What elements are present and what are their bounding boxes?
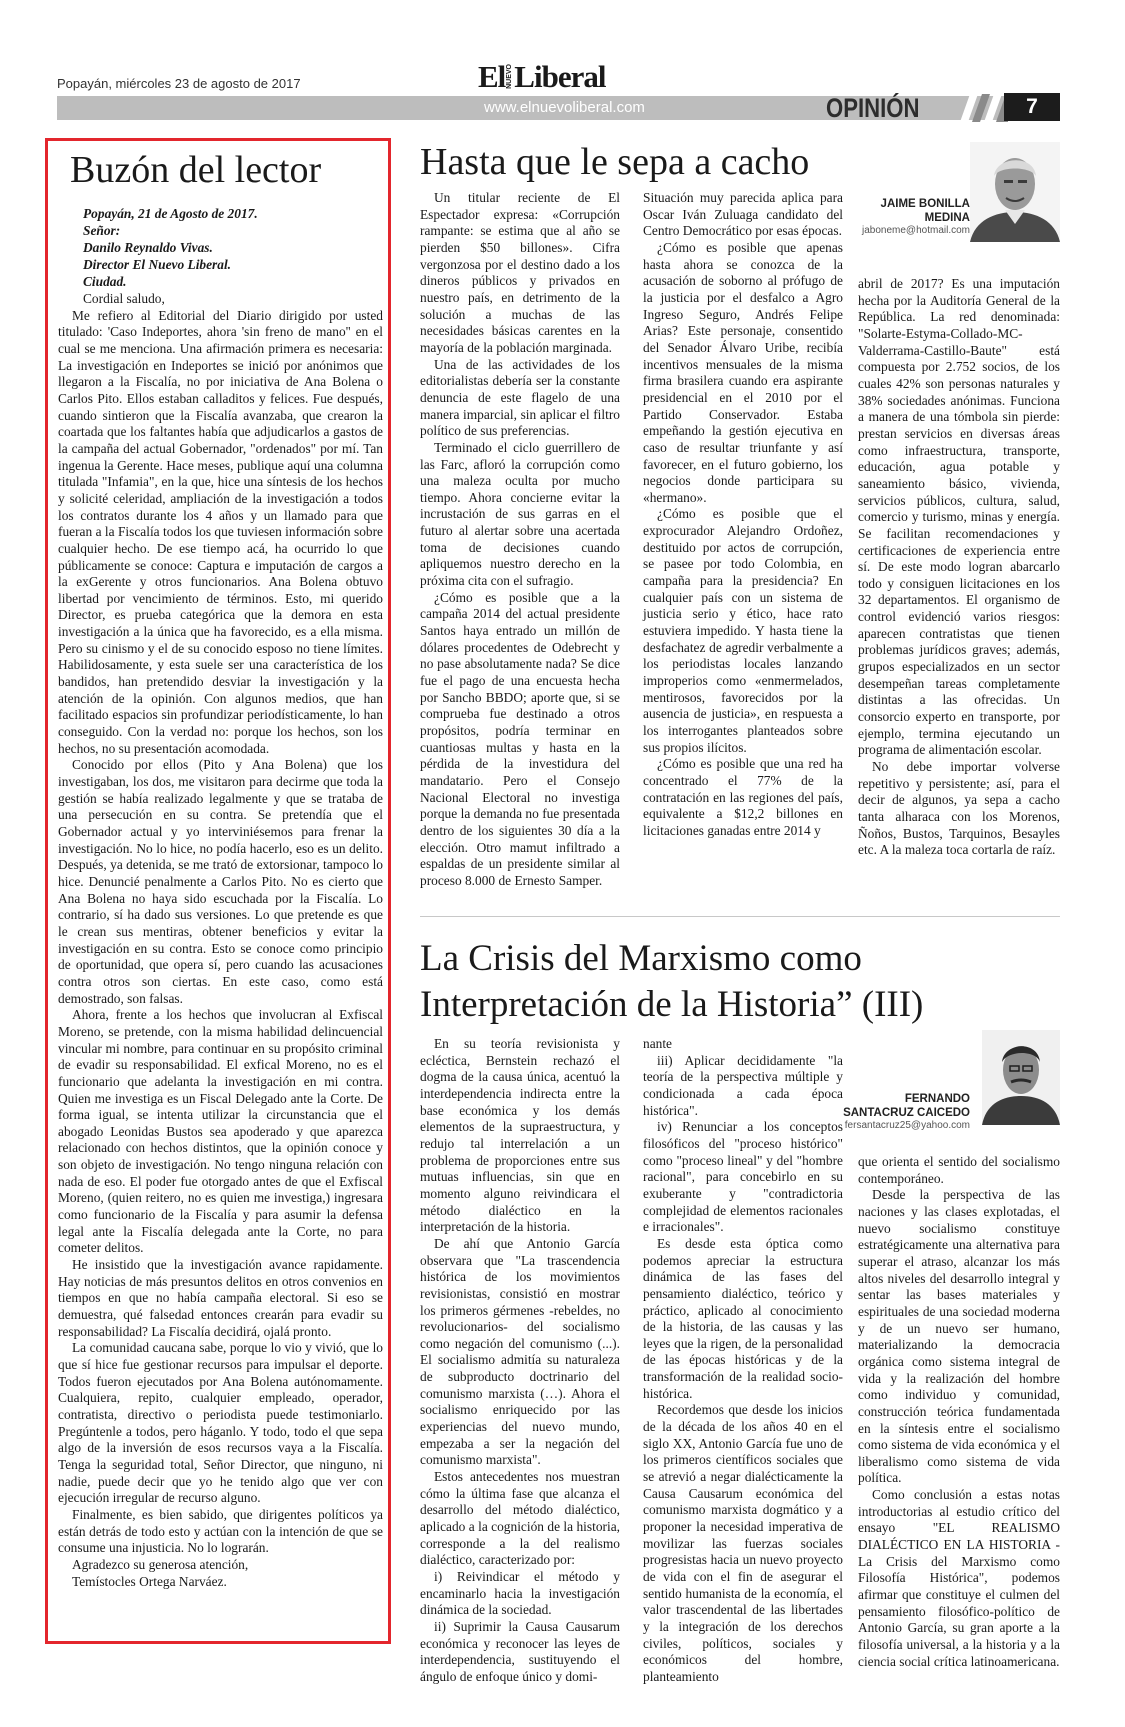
section-name: OPINIÓN [826,93,920,123]
article1-paragraph: No debe importar volverse repetitivo y persistente; así, para el decir de algunos, ya sepa a cacho tanta alharaca con los Morenos, Ñoños, Bustos, Tarquinos, Besayles etc. A la maleza toca cortarla de raíz. [858,759,1060,858]
article1-paragraph: Terminado el ciclo guerrillero de las Farc, afloró la corrupción como una maleza oculta por mucho tiempo. Ahora concierne evitar la incrustación de sus garras en el futuro al alertar sobre una acertada toma de decisiones cuando apliquemos nuestro derecho en la próxima cita con el sufragio. [420,439,620,589]
author1-portrait-icon [970,142,1060,242]
article2-paragraph: que orienta el sentido del socialismo contemporáneo. [858,1154,1060,1186]
author2-name: FERNANDO [904,1093,970,1105]
logo-el: El [478,59,506,94]
author2-email[interactable]: fersantacruz25@yahoo.com [844,1120,970,1131]
article-divider [420,916,1060,917]
article1-paragraph: abril de 2017? Es una imputación hecha por la Auditoría General de la República. La red denominada: "Solarte-Estyma-Collado-MC-Valderrama-Castillo-Baute" está compuesta por 2.752 socios, de los cuales 42% son personas naturales y 38% sociedades anónimas. Funciona a manera de una tómbola sin pierde: prestan servicios en diversas áreas como infraestructura, transporte, educación, agua potable y saneamiento básico, vivienda, servicios públicos, cultura, salud, comercio y turismo, minas y energía. Se facilitan recomendaciones y certificaciones de experiencia entre sí. De este modo logran abarcarlo todo y consiguen licitaciones en los 32 departamentos. El organismo de control evidenció varios riesgos: aparecen contratistas que tienen problemas jurídicos graves; además, grupos especializados en un sector desempeñan tareas completamente distintas a las ofrecidas. Un consorcio experto en transporte, por ejemplo, termina ejecutando un programa de alimentación escolar. [858,276,1060,758]
article2-column-1 [420,1036,620,1686]
author1-surname: MEDINA [924,212,970,224]
article2-paragraph: Es desde esta óptica como podemos apreciar la estructura dinámica de las fases del pensamiento dialéctico, teórico y práctico, aplicado al conocimiento de la historia, de las causas y las leyes que la rigen, de la personalidad de las épocas históricas y de la transformación de la realidad socio-histórica. [643,1235,843,1401]
article1-headline[interactable]: Hasta que le sepa a cacho [420,141,810,183]
article1-paragraph: ¿Cómo es posible que una red ha concentrado el 77% de la contratación en las regiones del país, equivalente a $12,2 billones en licitaciones ganadas entre 2014 y [643,756,843,838]
author2-photo [982,1030,1060,1125]
logo-nuevo: NUEVO [506,64,514,89]
article2-paragraph: Desde la perspectiva de las naciones y las clases explotadas, el nuevo socialismo constituye estratégicamente una alternativa para superar el atraso, alcanzar los más altos niveles del desarrollo integral y sentar las bases materiales y espirituales de una sociedad moderna y de un nuevo ser humano, materializando la democracia orgánica como sistema integral de vida y la realización del hombre como individuo y comunidad, construcción teórica fundamentada en la síntesis entre el socialismo como sistema de vida económica y el liberalismo como sistema de vida política. [858,1187,1060,1486]
page-number: 7 [1004,93,1060,121]
letter-city: Ciudad. [83,274,127,289]
author1-email[interactable]: jaboneme@hotmail.com [862,225,970,236]
newspaper-logo[interactable] [478,58,605,92]
letter-paragraph: La comunidad caucana sabe, porque lo vio y vivió, que lo que sí hice fue gestionar recursos para impulsar el deporte. Todos fueron ejecutados por Ana Bolena autónomamente. Cualquiera, repito, cualquier empleado, operador, contratista, directivo o periodista puede testimoniarlo. Pregúntenle a todos, pero háganlo. Y todo, todo el que sepa algo de la inversión de esos recursos vaya a la Fiscalía. Tenga la seguridad total, Señor Director, que ninguno, ni nadie, puede decir que yo he tenido algo que ver con ejecución irregular de recurso alguno. [58,1340,383,1506]
buzon-letter-body [58,291,383,1590]
letter-heading [58,205,383,290]
article2-column-3 [858,1154,1060,1670]
author2-surname: SANTACRUZ CAICEDO [843,1107,970,1119]
letter-signature: Temístocles Ortega Narváez. [72,1573,227,1589]
article2-column-2 [643,1036,843,1686]
article2-headline-line1: La Crisis del Marxismo como [420,938,862,979]
article1-column-3 [858,276,1060,859]
article2-paragraph: Estos antecedentes nos muestran cómo la última fase que alcanza el desarrollo del método dialéctico, aplicado a la cognición de la historia, corresponde a la del realismo dialéctico, caracterizado por: [420,1469,620,1568]
article2-headline[interactable] [420,936,923,1028]
article1-paragraph: Un titular reciente de El Espectador expresa: «Corrupción rampante: se estima que al año se pierden $50 billones». Cifra vergonzosa por el destino dado a los dineros públicos y privados en nuestro país, en detrimento de la solución a muchas de las necesidades básicas carentes en la mayoría de la población marginada. [420,190,620,355]
article2-paragraph: ii) Suprimir la Causa Causarum económica y reconocer las leyes de interdependencia, sustituyendo el ángulo de enfoque único y domi- [420,1618,620,1684]
logo-liberal: Liberal [514,59,606,94]
letter-paragraph: He insistido que la investigación avance rapidamente. Hay noticias de más presuntos delitos en otros convenios en tiempos en que no había campaña electoral. Si eso se demuestra, qué falsedad entonces crearán para evadir su responsabilidad? La Fiscalía decidirá, ojalá pronto. [58,1257,383,1339]
letter-greeting: Cordial saludo, [83,291,165,306]
article1-paragraph: Situación muy parecida aplica para Oscar Iván Zuluaga candidato del Centro Democrático por esas épocas. [643,190,843,239]
letter-paragraph: Ahora, frente a los hechos que involucran al Exfiscal Moreno, se pretende, con la misma habilidad delincuencial vincular mi nombre, para continuar en su propósito criminal de evadir su responsabilidad. El exfical Moreno, no es el funcionario que adelanta la investigación en mi contra. Quien me investiga es un Fiscal Delegado ante la Corte. De forma igual, se intenta utilizar la circunstancia que el abogado Leonidas Bustos sea apoderado y que aparezca relacionado con hechos distintos, que la opinión conoce y son objeto de investigación. No tengo ninguna relación con nada de eso. El poder fue otorgado antes de que el Exfiscal Moreno, (quien reitero, no es quien me investiga,) ingresara como funcionario de la Fiscalía y para asumir la defensa legal ante la Fiscalía delegada ante la Corte, no para cometer delitos. [58,1007,383,1256]
letter-recipient: Danilo Reynaldo Vivas. [83,240,213,255]
letter-place-date: Popayán, 21 de Agosto de 2017. [83,206,258,221]
letter-paragraph: Conocido por ellos (Pito y Ana Bolena) que los investigaban, los dos, me visitaron para decirme que toda la gestión se había realizado legalmente y que se trataba de una persecución en su contra. Se pretendía que el Gobernador actual y yo interviniésemos para frenar la investigación. No lo hice, no podía hacerlo, eso es un delito. Después, ya detenida, se me trató de extorsionar, tampoco lo hice. Denuncié penalmente a Carlos Pito. No es cierto que Ana Bolena no haya sido escuchada por la Fiscalía. Lo contrario, sí ha dado sus versiones. Lo que pretende es que le crean sus mentiras, obtener beneficios y evitar la investigación en su contra. Esto se conoce como principio de oportunidad, que opera sí, pero cuando las acusaciones contra otros son ciertas. En este caso, como está demostrado, son falsas. [58,757,383,1006]
article2-paragraph: i) Reivindicar el método y encaminarlo hacia la investigación dinámica de la sociedad. [420,1569,620,1618]
website-url[interactable]: www.elnuevoliberal.com [484,99,645,116]
article2-paragraph: De ahí que Antonio García observara que "La trascendencia histórica de los movimientos revisionistas, consistió en mostrar los primeros gérmenes -rebeldes, no revolucionarios- del socialismo como negación del comunismo (...). El socialismo admitía su naturaleza de subproducto doctrinario del comunismo marxista (…). Ahora el socialismo enriquecido por las experiencias del nuevo mundo, empezaba a ser la negación del comunismo marxista". [420,1235,620,1468]
article2-paragraph: En su teoría revisionista y ecléctica, Bernstein rechazó el dogma de la causa única, acentuó la interdependencia indirecta entre la base económica y los demás elementos de la supraestructura, y redujo tal interrelación a un problema de proporciones entre sus mutuas influencias, sin que en momento alguno reivindicara el método dialéctico en la interpretación de la historia. [420,1036,620,1235]
article2-paragraph: Recordemos que desde los inicios de la década de los años 40 en el siglo XX, Antonio García fue uno de los primeros científicos sociales que se atrevió a negar dialécticamente la Causa Causarum económica del comunismo marxista dogmático y a proponer la necesidad imperativa de movilizar las fuerzas sociales progresistas hacia un nuevo proyecto de vida con el fin de asegurar el sentido humanista de la economía, el valor trascendental de las libertades y la integración de los derechos civiles, políticos, sociales y económicos del hombre, planteamiento [643,1402,843,1684]
letter-salutation: Señor: [83,223,121,238]
author1-photo [970,142,1060,242]
edition-date: Popayán, miércoles 23 de agosto de 2017 [57,76,301,91]
letter-paragraph: Me refiero al Editorial del Diario dirigido por usted titulado: 'Caso Indeportes, ahora 'sin freno de mano'' en el cual se me menciona. Una afirmación primera es necesaria: La investigación en Indeportes se inició por anónimos que llegaron a la Fiscalía, no por iniciativa de Ana Bolena o Carlos Pito. Ellos estaban calladitos y felices. Fue después, cuando sintieron que la Fiscalía avanzaba, que crearon la coartada que los faltantes había que adjudicarlos a gastos de la campaña del actual Gobernador, "ordenados" por mí. Tan ingenua la Gerente. Hace meses, publique aquí una columna titulada "Infamia", en la que, hice una síntesis de los hechos y solicité celeridad, ampliación de la investigación a todos los contratos durante los 4 años y un llamado para que fueran a la Fiscalía todos los que tuviesen información sobre cualquier hecho. De ese tiempo acá, ha ocurrido lo que públicamente se conoce: Captura e imputación de cargos a la exGerente y otros funcionarios. Ana Bolena obtuvo libertad por vencimiento de términos. Esto, mi querido Director, es prueba categórica que la demora en esta investigación a la única que ha favorecido, es a ella misma. Pero su cinismo y el de su conocido esposo no tiene límites. Habilidosamente, y esta suele ser una característica de los bandidos, han pretendido desviar la investigación y la atención de la opinión. Con algunos medios, que han facilitado espacios sin profundizar periodísticamente, lo han conseguido. Con la verdad no: porque los hechos, son los hechos, no su presentación acomodada. [58,307,383,756]
stripes-ornament-icon [960,94,1008,122]
article1-column-1 [420,190,620,890]
article1-paragraph: ¿Cómo es posible que el exprocurador Alejandro Ordoñez, destituido por actos de corrupción, se pasee por todo Colombia, en campaña para la presidencia? En cualquier país con un sistema de justicia serio y ético, hace rato estuviera impedido. Y hasta tiene la desfachatez de agredir verbalmente a los periodistas locales lanzando improperios como «enmermelados, mentirosos, favorecidos por la ausencia de justicia», en respuesta a los interrogantes planteados sobre sus propios ilícitos. [643,506,843,755]
letter-paragraph: Finalmente, es bien sabido, que dirigentes políticos ya están detrás de todo esto y actúan con la intención de que se consume una injusticia. No lo lograrán. [58,1506,383,1556]
article1-paragraph: Una de las actividades de los editorialistas debería ser la constante denuncia de este flagelo de una manera imparcial, sin aplicar el filtro político de sus preferencias. [420,356,620,439]
article2-paragraph: iv) Renunciar a los conceptos filosóficos del "proceso histórico" como "proceso lineal" y del "hombre racional", para concebirlo en su exuberante y "contradictoria complejidad de elementos racionales e irracionales". [643,1119,843,1235]
article2-paragraph: Como conclusión a estas notas introductorias al estudio crítico del ensayo "EL REALISMO DIALÉCTICO EN LA HISTORIA - La Crisis del Marxismo como Filosofía Histórica", podemos afirmar que constituye el culmen del pensamiento filosófico-político de Antonio García, su gran aporte a la filosofía universal, a la historia y a la ciencia social crítica latinoamericana. [858,1487,1060,1669]
letter-closing: Agradezco su generosa atención, [72,1556,249,1572]
letter-recipient-title: Director El Nuevo Liberal. [83,257,232,272]
buzon-title: Buzón del lector [70,149,322,191]
article2-paragraph: nante [643,1036,672,1051]
article1-column-2 [643,190,843,840]
article2-headline-line2: Interpretación de la Historia” (III) [420,984,924,1025]
article2-paragraph: iii) Aplicar decididamente "la teoría de la perspectiva múltiple y condicionada a cada época histórica". [643,1052,843,1118]
author1-name: JAIME BONILLA [880,198,970,210]
author2-portrait-icon [982,1030,1060,1125]
article1-paragraph: ¿Cómo es posible que apenas hasta ahora se conozca de la acusación de soborno al prófugo de la justicia por el desfalco a Agro Ingreso Seguro, Andrés Felipe Arias? Este personaje, consentido del Senador Álvaro Uribe, recibía incentivos mensuales de la misma firma brasilera cuando era aspirante presidencial en el 2010 por el Partido Conservador. Estaba empeñando la gestión ejecutiva en caso de resultar triunfante y así favorecer, en el futuro gobierno, los negocios donde participara su «hermano». [643,239,843,505]
article1-paragraph: ¿Cómo es posible que a la campaña 2014 del actual presidente Santos haya entrado un millón de dólares procedentes de Odebrecht y no pase absolutamente nada? Se dice fue el pago de una encuesta hecha por Sancho BBDO; aporte que, si se comprueba fue destinado a otros propósitos, podría terminar en cuantiosas multas y hasta en la pérdida de la investidura del mandatario. Pero el Consejo Nacional Electoral no investiga porque la demanda no fue presentada dentro de los siguientes 30 día a la elección. Otro mamut infiltrado a espaldas de un presidente similar al proceso 8.000 de Ernesto Samper. [420,589,620,888]
